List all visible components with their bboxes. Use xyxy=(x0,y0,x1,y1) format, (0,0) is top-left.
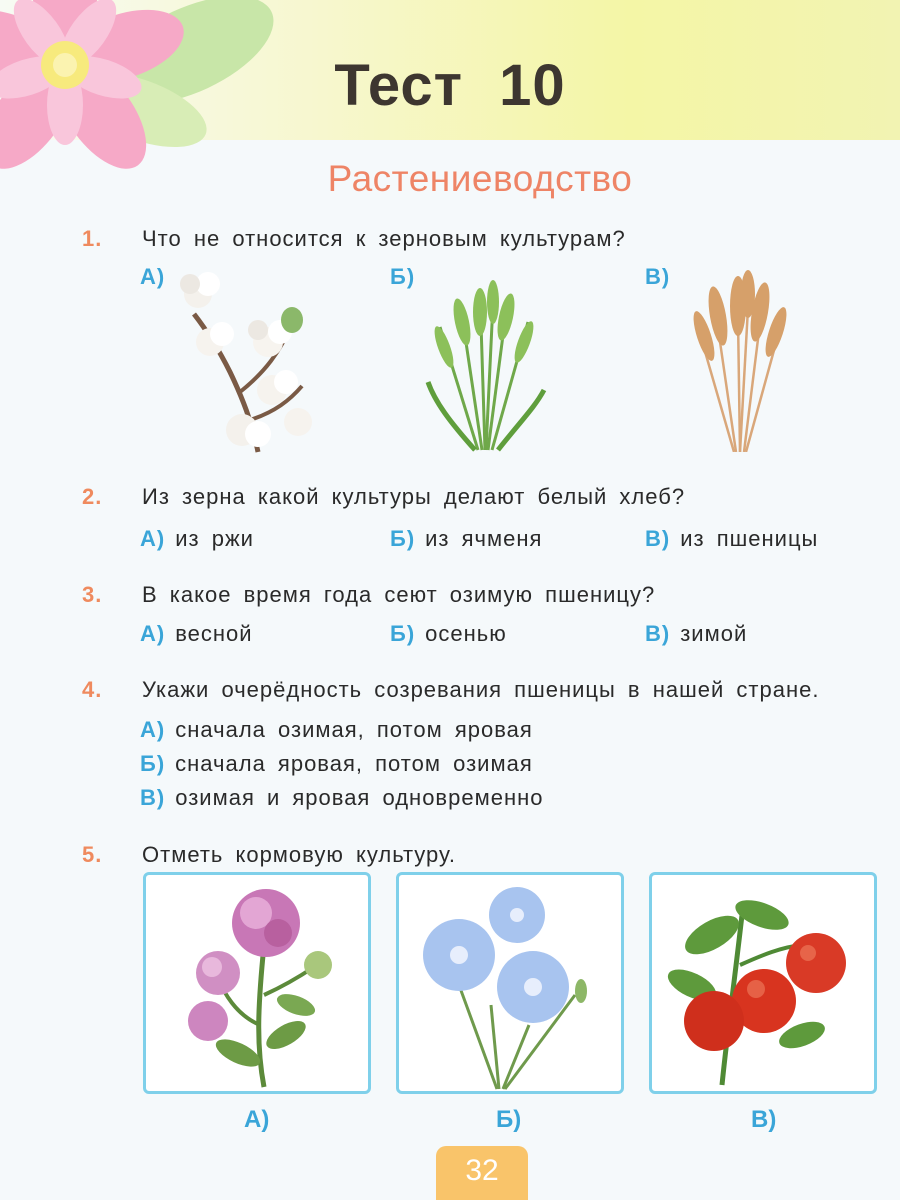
option-text: из ржи xyxy=(175,526,254,551)
option-letter: В) xyxy=(645,264,671,289)
clover-image-frame[interactable] xyxy=(143,872,371,1094)
q2-option-c[interactable] xyxy=(645,526,818,552)
question-number: 1. xyxy=(82,226,103,251)
option-letter: А) xyxy=(140,264,166,289)
q4-option-b[interactable] xyxy=(140,751,533,777)
q4-option-c[interactable] xyxy=(140,785,543,811)
q2-option-a[interactable] xyxy=(140,526,254,552)
question-text: Из зерна какой культуры делают белый хлеб? xyxy=(142,484,686,509)
tomato-image xyxy=(652,875,874,1091)
q1-option-c[interactable] xyxy=(645,264,680,290)
option-text: сначала яровая, потом озимая xyxy=(175,751,533,776)
option-letter: Б) xyxy=(390,526,416,551)
test-word: Тест xyxy=(334,53,464,118)
q3-option-b[interactable] xyxy=(390,621,507,647)
option-text: из пшеницы xyxy=(680,526,819,551)
question-number: 5. xyxy=(82,842,103,867)
test-title xyxy=(0,52,900,119)
option-letter: А) xyxy=(140,621,166,646)
option-letter: Б) xyxy=(390,621,416,646)
question-text: В какое время года сеют озимую пшеницу? xyxy=(142,582,656,607)
option-text: сначала озимая, потом яровая xyxy=(175,717,533,742)
question-number: 4. xyxy=(82,677,103,702)
green-wheat-image[interactable] xyxy=(420,272,550,452)
question-1 xyxy=(82,226,626,252)
option-text: озимая и яровая одновременно xyxy=(175,785,544,810)
flax-image-frame[interactable] xyxy=(396,872,624,1094)
page-number: 32 xyxy=(436,1146,528,1200)
question-number: 2. xyxy=(82,484,103,509)
q3-option-a[interactable] xyxy=(140,621,253,647)
section-title: Растениеводство xyxy=(327,158,633,199)
cotton-branch-image[interactable] xyxy=(180,262,330,454)
option-letter: Б) xyxy=(140,751,166,776)
q5-option-a-label[interactable]: А) xyxy=(244,1106,270,1133)
tomato-image-frame[interactable] xyxy=(649,872,877,1094)
question-3 xyxy=(82,582,655,608)
q4-option-a[interactable] xyxy=(140,717,533,743)
ripe-wheat-image[interactable] xyxy=(690,268,790,452)
option-text: зимой xyxy=(680,621,748,646)
option-text: из ячменя xyxy=(425,526,543,551)
option-letter: В) xyxy=(645,526,671,551)
question-2 xyxy=(82,484,685,510)
q5-option-b-label[interactable]: Б) xyxy=(496,1106,522,1133)
option-letter: А) xyxy=(140,717,166,742)
q1-option-a[interactable] xyxy=(140,264,175,290)
question-4 xyxy=(82,677,819,703)
option-letter: В) xyxy=(645,621,671,646)
test-number: 10 xyxy=(499,53,566,118)
question-text: Отметь кормовую культуру. xyxy=(142,842,456,867)
q2-option-b[interactable] xyxy=(390,526,542,552)
option-letter: В) xyxy=(140,785,166,810)
question-text: Что не относится к зерновым культурам? xyxy=(142,226,626,251)
question-text: Укажи очерёдность созревания пшеницы в нашей стране. xyxy=(142,677,820,702)
option-letter: Б) xyxy=(390,264,416,289)
question-5 xyxy=(82,842,456,868)
option-text: осенью xyxy=(425,621,507,646)
option-letter: А) xyxy=(140,526,166,551)
option-text: весной xyxy=(175,621,253,646)
q3-option-c[interactable] xyxy=(645,621,747,647)
flax-image xyxy=(399,875,621,1091)
clover-image xyxy=(146,875,368,1091)
q5-option-c-label[interactable]: В) xyxy=(751,1106,777,1133)
question-number: 3. xyxy=(82,582,103,607)
